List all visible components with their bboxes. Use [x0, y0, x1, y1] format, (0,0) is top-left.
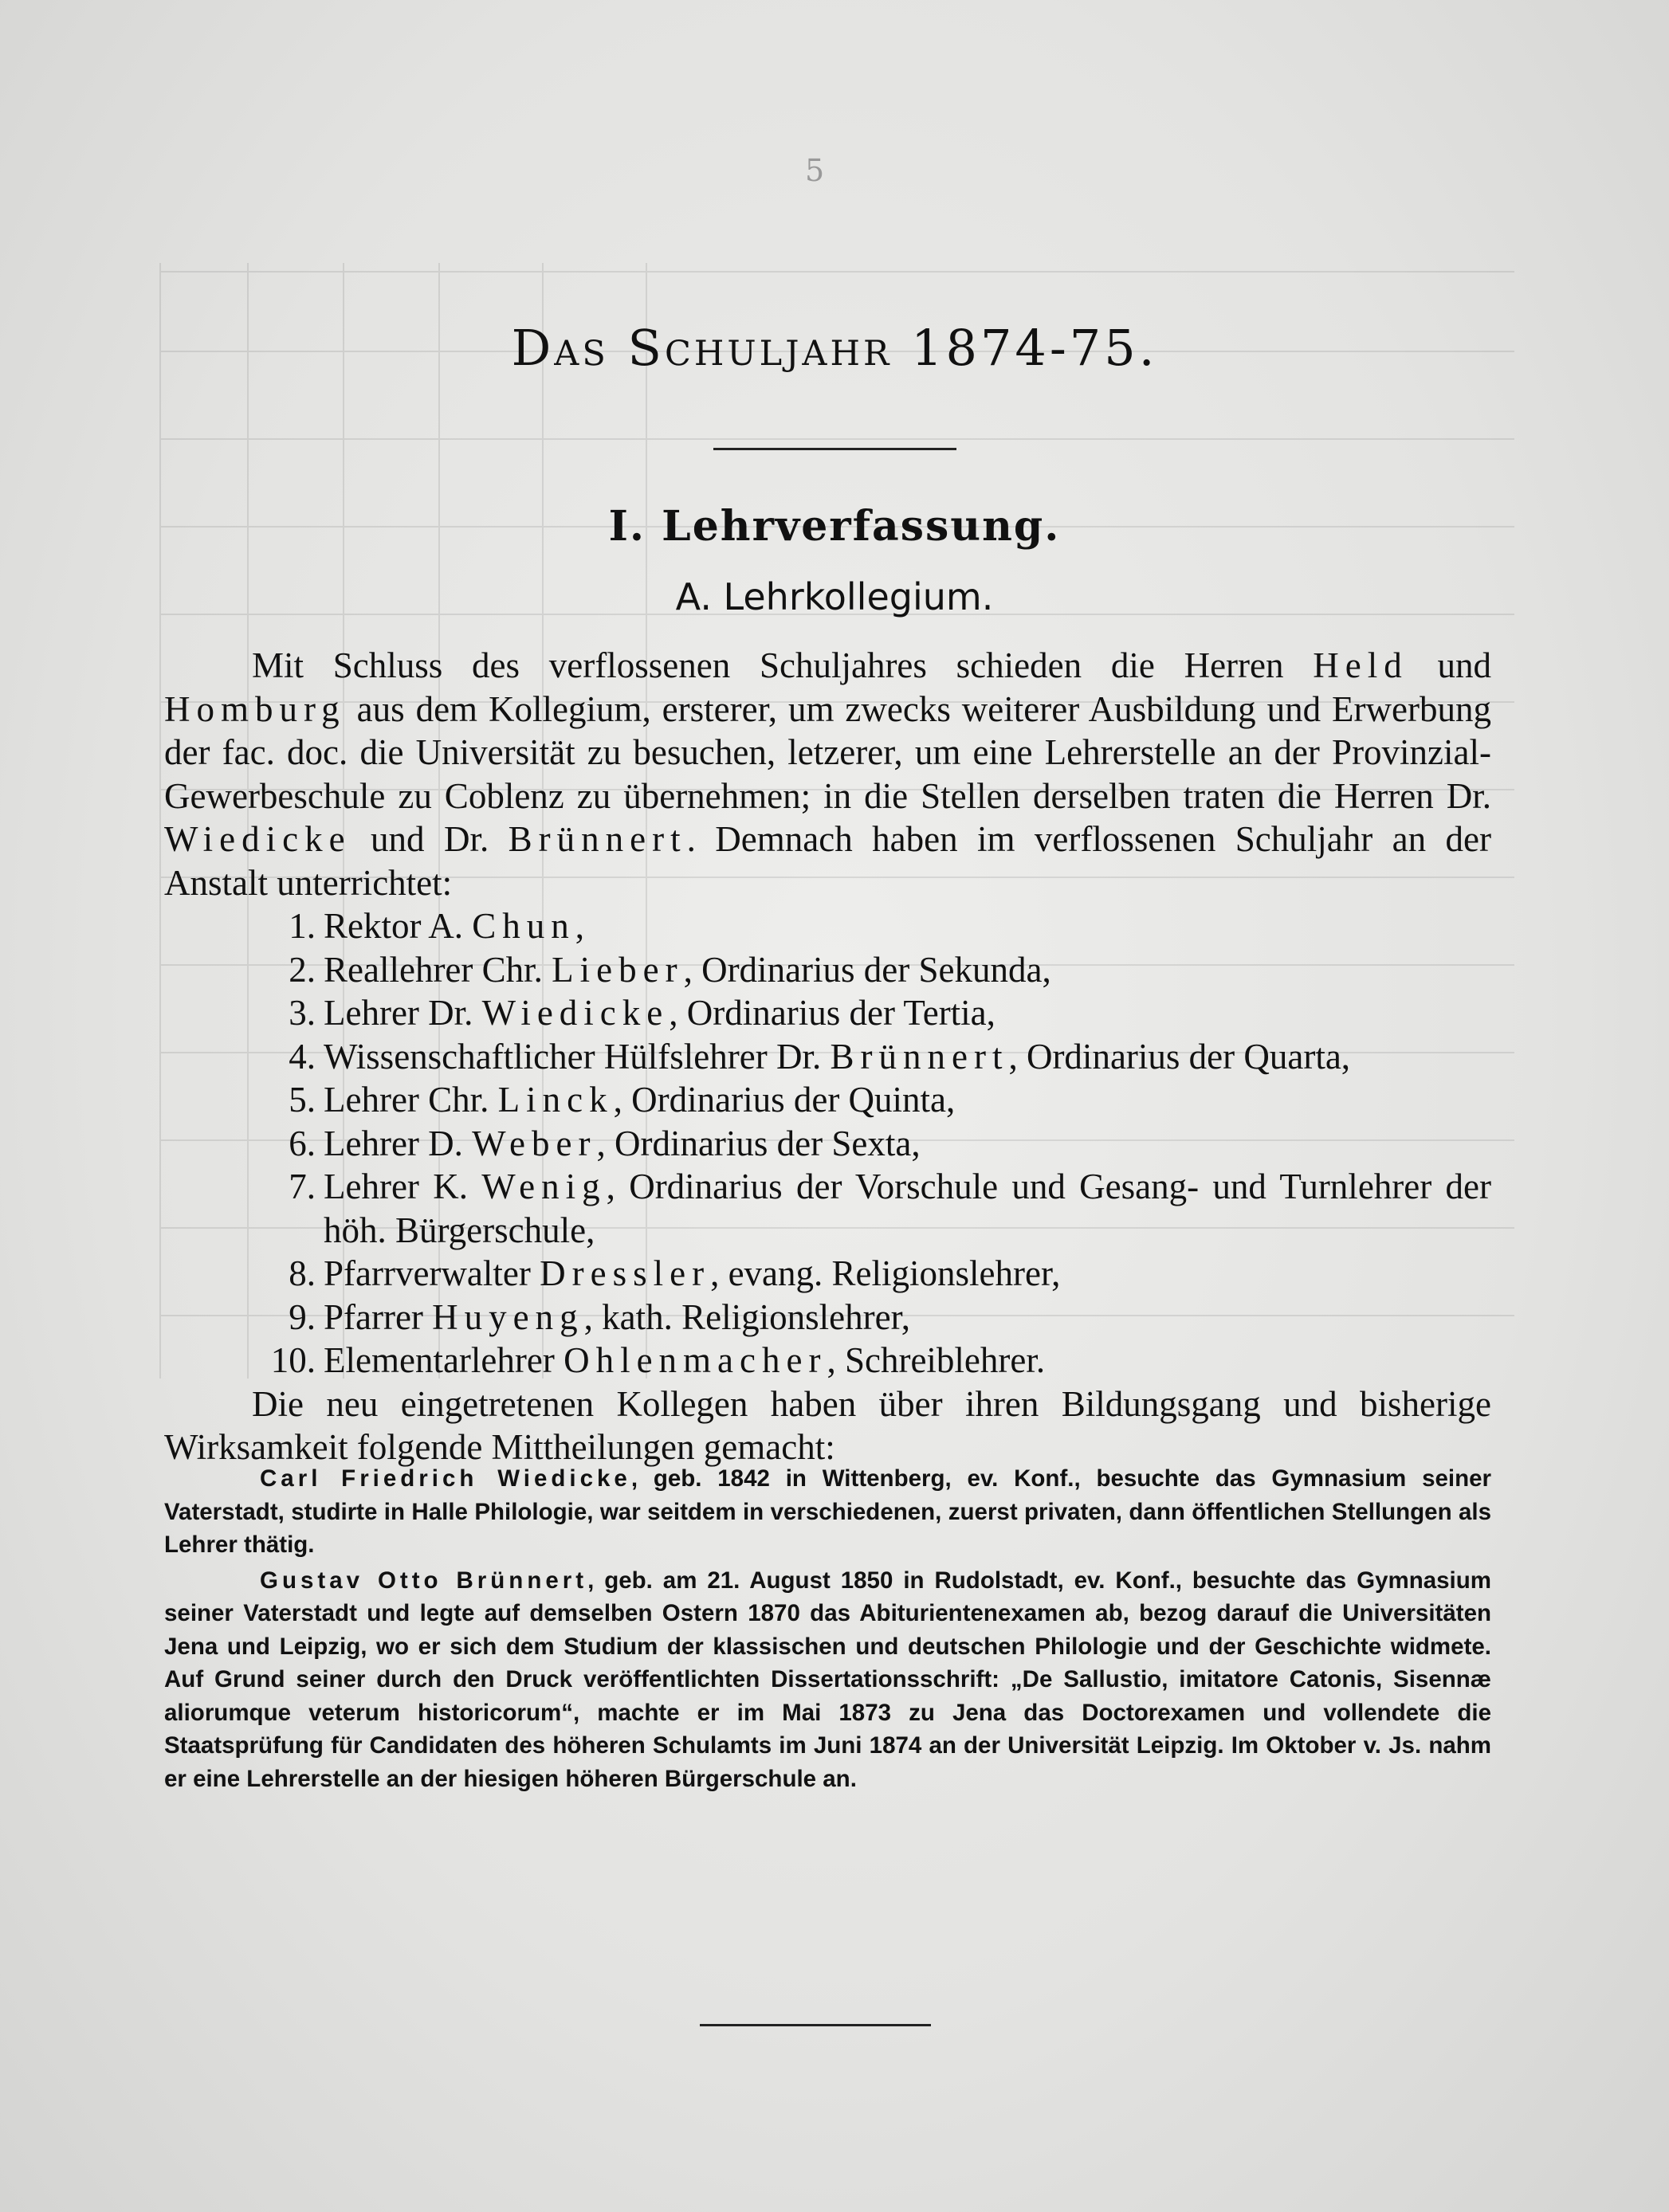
- staff-item: 5. Lehrer Chr. Linck, Ordinarius der Quinta,: [289, 1080, 956, 1120]
- biographies: [164, 1462, 1491, 1798]
- staff-item: 8. Pfarrverwalter Dressler, evang. Religionslehrer,: [289, 1253, 1061, 1293]
- staff-item: 2. Reallehrer Chr. Lieber, Ordinarius der Sekunda,: [289, 949, 1051, 990]
- bio-name: Carl Friedrich Wiedicke: [260, 1465, 631, 1492]
- staff-item: 1. Rektor A. Chun,: [289, 906, 585, 946]
- staff-list: [164, 904, 1491, 1382]
- bio-wiedicke: Carl Friedrich Wiedicke, geb. 1842 in Wittenberg, ev. Konf., besuchte das Gymnasium seiner Vaterstadt, studirte in Halle Philologie, war seitdem in verschiedenen, zuerst privaten, dann öffentlichen Stellungen als Lehrer thätig.: [164, 1465, 1491, 1558]
- page-title: Das Schuljahr 1874-75.: [511, 319, 1158, 377]
- end-divider: [700, 2024, 931, 2026]
- staff-item: 10. Elementarlehrer Ohlenmacher, Schreiblehrer.: [270, 1340, 1046, 1380]
- subsection-heading: A. Lehrkollegium.: [675, 575, 994, 618]
- section-heading: I. Lehrverfassung.: [608, 502, 1061, 551]
- spaced-name: Brünnert: [508, 819, 687, 859]
- intro-paragraph: Mit Schluss des verflossenen Schuljahres schieden die Herren Held und Homburg aus dem Kollegium, ersterer, um zwecks weiterer Ausbildung und Erwerbung der fac. doc. die Universität zu besuchen, letzerer, um eine Lehrerstelle an der Provinzial-Gewerbeschule zu Coblenz zu übernehmen; in die Stellen derselben traten die Herren Dr. Wiedicke und Dr. Brünnert. Demnach haben im verflossenen Schuljahr an der Anstalt unterrichtet:: [164, 645, 1492, 903]
- staff-item: 9. Pfarrer Huyeng, kath. Religionslehrer,: [289, 1296, 911, 1337]
- staff-item: 4. Wissenschaftlicher Hülfslehrer Dr. Brünnert, Ordinarius der Quarta,: [289, 1036, 1351, 1077]
- bio-name: Gustav Otto Brünnert: [260, 1567, 588, 1594]
- spaced-name: Wiedicke: [164, 819, 351, 859]
- staff-item: 6. Lehrer D. Weber, Ordinarius der Sexta,: [289, 1123, 921, 1163]
- staff-item: 3. Lehrer Dr. Wiedicke, Ordinarius der Tertia,: [289, 993, 996, 1033]
- main-text: [164, 644, 1491, 1469]
- spaced-name: Held: [1313, 645, 1408, 685]
- page-number: 5: [805, 153, 825, 188]
- spaced-name: Homburg: [164, 688, 346, 729]
- bio-bruennert: Gustav Otto Brünnert, geb. am 21. August 1850 in Rudolstadt, ev. Konf., besuchte das Gymnasium seiner Vaterstadt und legte auf demselben Ostern 1870 das Abiturientenexamen ab, bezog darauf die Universitäten Jena und Leipzig, wo er sich dem Studium der klassischen und deutschen Philologie und der Geschichte widmete. Auf Grund seiner durch den Druck veröffentlichten Dissertationsschrift: „De Sallustio, imitatore Catonis, Sisennæ aliorumque veterum historicorum“, machte er im Mai 1873 zu Jena das Doctorexamen und vollendete die Staatsprüfung für Candidaten des höheren Schulamts im Juni 1874 an der Universität Leipzig. Im Oktober v. Js. nahm er eine Lehrerstelle an der hiesigen höheren Bürgerschule an.: [164, 1567, 1491, 1792]
- closing-paragraph: Die neu eingetretenen Kollegen haben über ihren Bildungsgang und bisherige Wirksamkeit folgende Mittheilungen gemacht:: [164, 1383, 1491, 1467]
- staff-item: 7. Lehrer K. Wenig, Ordinarius der Vorschule und Gesang- und Turnlehrer der höh. Bürgerschule,: [289, 1167, 1491, 1250]
- title-divider: [713, 448, 956, 450]
